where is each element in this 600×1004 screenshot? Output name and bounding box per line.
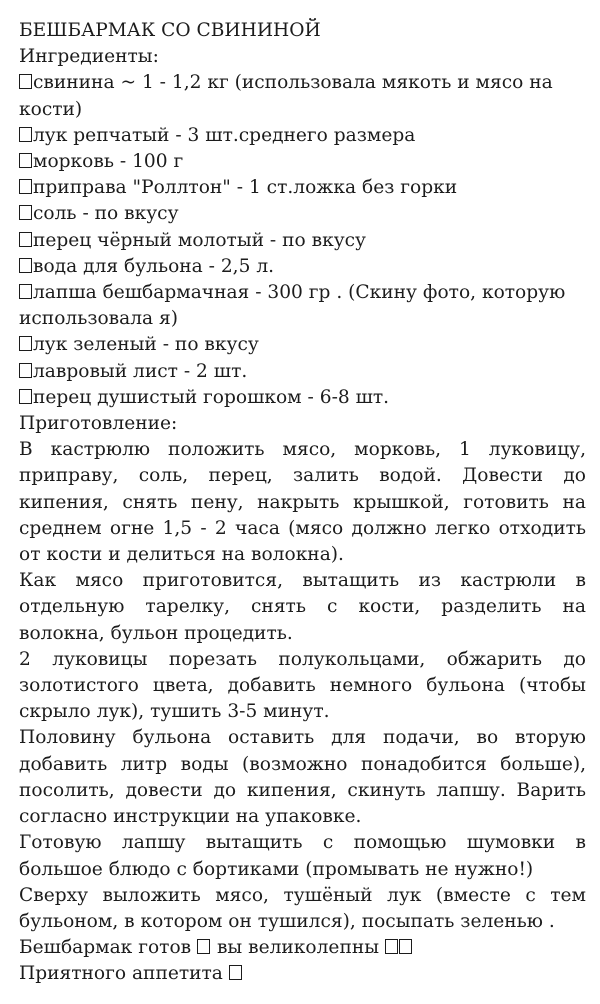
ready-line — [19, 935, 586, 961]
checkbox-icon — [19, 127, 32, 142]
ingredient-text: приправа "Роллтон" - 1 ст.ложка без горки — [33, 177, 458, 199]
emoji-placeholder-icon — [197, 939, 210, 954]
ingredient-item — [19, 201, 586, 227]
checkbox-icon — [19, 232, 32, 247]
checkbox-icon — [19, 284, 32, 299]
emoji-placeholder-icon — [399, 939, 412, 954]
ingredient-item — [19, 359, 586, 385]
checkbox-icon — [19, 336, 32, 351]
emoji-placeholder-icon — [385, 939, 398, 954]
ingredient-text: вода для бульона - 2,5 л. — [33, 255, 275, 277]
ingredient-text: перец душистый горошком - 6-8 шт. — [33, 386, 390, 408]
ingredient-item — [19, 254, 586, 280]
emoji-placeholder-icon — [229, 965, 242, 980]
ready-text: Бешбармак готов — [19, 937, 192, 959]
preparation-steps — [19, 437, 586, 935]
preparation-step: 2 луковицы порезать полукольцами, обжарить до золотистого цвета, добавить немного бульона (чтобы скрыло лук), тушить 3-5 минут. — [19, 648, 586, 723]
ingredient-text: морковь - 100 г — [33, 151, 184, 173]
preparation-heading: Приготовление: — [19, 413, 178, 435]
checkbox-icon — [19, 153, 32, 168]
ingredient-item — [19, 175, 586, 201]
ingredient-text: лапша бешбармачная - 300 гр . (Скину фото, которую использовала я) — [19, 282, 566, 330]
checkbox-icon — [19, 179, 32, 194]
recipe-title: БЕШБАРМАК СО СВИНИНОЙ — [19, 20, 321, 41]
ingredient-item — [19, 280, 586, 332]
ingredient-text: свинина ~ 1 - 1,2 кг (использовала мякоть и мясо на кости) — [19, 72, 553, 120]
preparation-step: В кастрюлю положить мясо, морковь, 1 луковицу, приправу, соль, перец, залить водой. Довести до кипения, снять пену, накрыть крышкой, готовить на среднем огне 1,5 - 2 часа (мясо должно легко отходить от кости и делиться на волокна). — [19, 439, 586, 566]
checkbox-icon — [19, 389, 32, 404]
ingredient-item — [19, 332, 586, 358]
preparation-step: Готовую лапшу вытащить с помощью шумовки в большое блюдо с бортиками (промывать не нужно!) — [19, 832, 586, 880]
ingredient-item — [19, 228, 586, 254]
ingredient-text: лук репчатый - 3 шт.среднего размера — [33, 124, 416, 146]
checkbox-icon — [19, 258, 32, 273]
preparation-step: Половину бульона оставить для подачи, во вторую добавить литр воды (возможно понадобится больше), посолить, довести до кипения, скинуть лапшу. Варить согласно инструкции на упаковке. — [19, 727, 586, 828]
preparation-step: Сверху выложить мясо, тушёный лук (вместе с тем бульоном, в котором он тушился), посыпать зеленью . — [19, 884, 586, 932]
ready-suffix: вы великолепны — [216, 937, 380, 959]
preparation-step: Как мясо приготовится, вытащить из кастрюли в отдельную тарелку, снять с кости, разделить на волокна, бульон процедить. — [19, 570, 586, 644]
ingredient-item — [19, 149, 586, 175]
checkbox-icon — [19, 74, 32, 89]
ingredient-item — [19, 385, 586, 411]
checkbox-icon — [19, 363, 32, 378]
ingredient-text: лавровый лист - 2 шт. — [33, 360, 248, 382]
ingredient-item — [19, 123, 586, 149]
ingredient-text: перец чёрный молотый - по вкусу — [33, 229, 366, 251]
ingredient-text: соль - по вкусу — [33, 203, 179, 225]
ingredients-heading: Ингредиенты: — [19, 46, 159, 68]
ingredient-item — [19, 70, 586, 122]
ingredients-list — [19, 70, 586, 411]
ingredient-text: лук зеленый - по вкусу — [33, 334, 259, 356]
closing-text: Приятного аппетита — [19, 963, 223, 985]
closing-line — [19, 961, 586, 987]
checkbox-icon — [19, 205, 32, 220]
